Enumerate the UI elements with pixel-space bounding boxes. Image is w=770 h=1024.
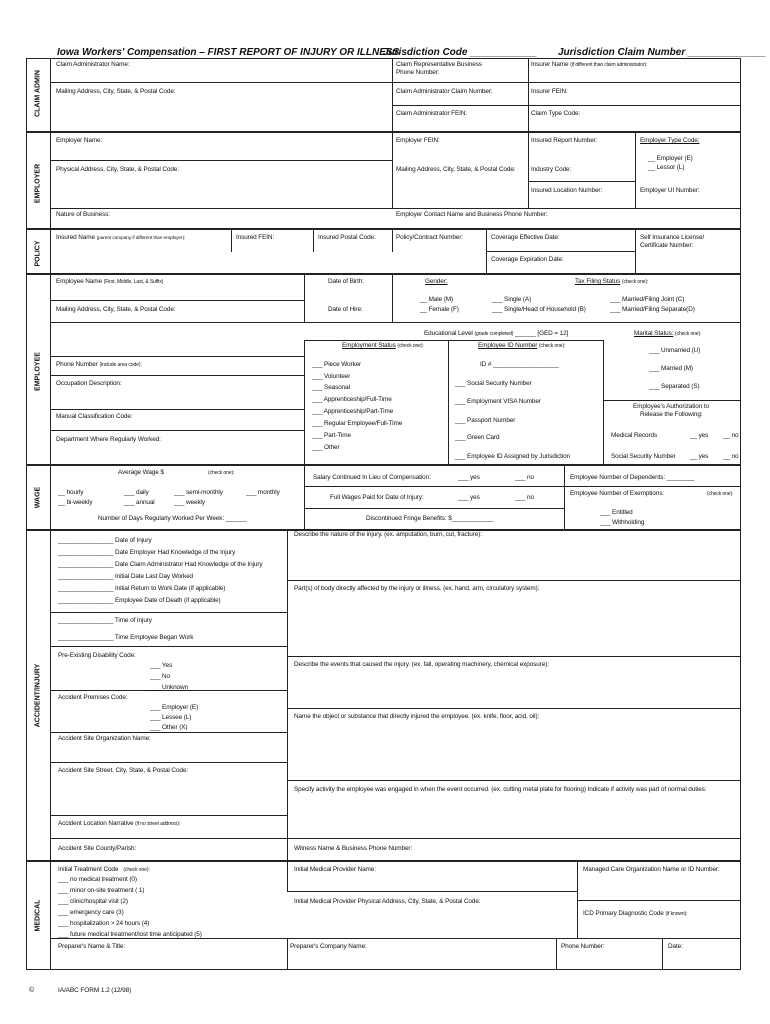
employee-name-label: Employee Name (First, Middle, Last, & Suffix)	[56, 278, 164, 285]
status-seasonal: ___ Seasonal	[312, 384, 350, 391]
status-appr-full: ___ Apprenticeship/Full-Time	[312, 396, 392, 403]
claim-type-label: Claim Type Code:	[531, 110, 581, 117]
pre-existing-label: Pre-Existing Disability Code:	[58, 652, 136, 659]
insured-name-label: Insured Name (parent company if different than employer):	[56, 234, 186, 241]
id-green-card: ___ Green Card	[455, 434, 500, 441]
id-visa: ___ Employment VISA Number	[455, 398, 541, 405]
wage-weekly: ___ weekly	[174, 499, 205, 506]
wage-bi-weekly: __ bi-weekly	[58, 499, 93, 506]
premises-label: Accident Premises Code:	[58, 694, 128, 701]
salary-yes: ___ yes	[458, 474, 480, 481]
exemptions-check: (check one):	[707, 491, 734, 497]
authorization-label-2: Release the Following:	[640, 411, 703, 418]
treatment-code-label: Initial Treatment Code (check one):	[58, 866, 150, 873]
footer-symbol: ©	[29, 987, 35, 994]
coverage-effective-label: Coverage Effective Date:	[491, 234, 560, 241]
object-label: Name the object or substance that directly injured the employee. (ex. knife, floor, acid, oil):	[294, 713, 540, 720]
section-wage: WAGE	[34, 486, 42, 509]
employer-type-l: __ Lessor (L)	[648, 164, 685, 171]
site-org-label: Accident Site Organization Name:	[58, 735, 151, 742]
nature-business-label: Nature of Business:	[56, 211, 110, 218]
jurisdiction-claim-number: Jurisdiction Claim Number ______________	[558, 47, 766, 58]
site-county-label: Accident Site County/Parish:	[58, 845, 137, 852]
insurer-name-label: Insurer Name (if different than claim administrator):	[531, 61, 648, 68]
date-admin-knowledge: ________________ Date Claim Administrator Had Knowledge of the Injury	[58, 561, 263, 568]
treatment-1: ___ minor on-site treatment ( 1)	[58, 887, 145, 894]
section-accident: ACCIDENT/INJURY	[34, 663, 42, 728]
date-of-death: ________________ Employee Date of Death (if applicable)	[58, 597, 221, 604]
preparer-company-label: Preparer's Company Name:	[290, 943, 367, 950]
department-label: Department Where Regularly Worked:	[56, 436, 161, 443]
phone-number-label: Phone Number (include area code):	[56, 361, 142, 368]
dependents-label: Employee Number of Dependents: ________	[570, 474, 695, 481]
release-ssn-no: __ no	[723, 453, 739, 460]
coverage-expiration-label: Coverage Expiration Date:	[491, 256, 564, 263]
id-passport: ___ Passport Number	[455, 417, 516, 424]
full-wages-label: Full Wages Paid for Date of Injury:	[330, 494, 424, 501]
claim-rep-label-2: Phone Number:	[396, 69, 440, 76]
status-piece: ___ Piece Worker	[312, 361, 362, 368]
employer-fein-label: Employer FEIN:	[396, 137, 440, 144]
claim-admin-name-label: Claim Administrator Name:	[56, 61, 130, 68]
jurisdiction-code: Jurisdiction Code ____________	[383, 47, 537, 58]
insurer-fein-label: Insurer FEIN:	[531, 88, 568, 95]
status-part-time: ___ Part-Time	[312, 432, 351, 439]
claim-admin-number-label: Claim Administrator Claim Number:	[396, 88, 493, 95]
section-employer: EMPLOYER	[34, 163, 42, 204]
insured-postal-label: Insured Postal Code:	[318, 234, 376, 241]
gender-male: __ Male (M)	[420, 296, 453, 303]
status-other: ___ Other	[312, 444, 340, 451]
status-volunteer: ___ Volunteer	[312, 373, 351, 380]
id-number-blank: ID # ___________________	[480, 361, 559, 368]
employment-status-label: Employment Status (check one):	[342, 342, 424, 349]
tax-married-separate: ___ Married/Filing Separate(D)	[610, 306, 695, 313]
gender-label: Gender:	[425, 278, 448, 285]
insured-report-label: Insured Report Number:	[531, 137, 598, 144]
fringe-label: Discontinued Fringe Benefits: $____________	[366, 515, 494, 522]
wage-daily: ___ daily	[124, 489, 149, 496]
premises-other: ___ Other (X)	[150, 724, 188, 731]
witness-label: Witness Name & Business Phone Number:	[294, 845, 413, 852]
section-employee: EMPLOYEE	[34, 352, 42, 391]
preparer-date-label: Date:	[668, 943, 683, 950]
employer-physical-label: Physical Address, City, State, & Postal Code:	[56, 166, 179, 173]
industry-code-label: Industry Code:	[531, 166, 572, 173]
pre-existing-unknown: ___ Unknown	[150, 684, 188, 691]
section-claim-admin: CLAIM ADMIN	[34, 70, 42, 117]
release-medical-no: __ no	[723, 432, 739, 439]
medical-provider-label: Initial Medical Provider Name:	[294, 866, 376, 873]
time-of-injury: ________________ Time of Injury	[58, 617, 152, 624]
treatment-2: ___ clinic/hospital visit (2)	[58, 898, 128, 905]
body-part-label: Part(s) of body directly affected by the injury or illness. (ex. hand, arm, circulatory system):	[294, 585, 540, 592]
date-employer-knowledge: ________________ Date Employer Had Knowledge of the Injury	[58, 549, 236, 556]
wage-semi-monthly: ___ semi-monthly	[174, 489, 223, 496]
provider-address-label: Initial Medical Provider Physical Address, City, State, & Postal Code:	[294, 898, 481, 905]
full-wages-yes: ___ yes	[458, 494, 480, 501]
self-insurance-label-2: Certificate Number:	[640, 242, 694, 249]
premises-employer: ___ Employer (E)	[150, 704, 199, 711]
claim-admin-fein-label: Claim Administrator FEIN:	[396, 110, 468, 117]
education-label: Educational Level (grade completed) ______ [GED = 12]	[424, 330, 569, 337]
premises-lessee: ___ Lessee (L)	[150, 714, 192, 721]
form-title: Iowa Workers' Compensation – FIRST REPORT OF INJURY OR ILLNESS	[57, 47, 400, 58]
preparer-name-label: Preparer's Name & Title:	[58, 943, 126, 950]
time-began-work: ________________ Time Employee Began Work	[58, 634, 194, 641]
wage-monthly: ___ monthly	[246, 489, 280, 496]
insured-location-label: Insured Location Number:	[531, 187, 603, 194]
preparer-phone-label: Phone Number:	[561, 943, 605, 950]
site-street-label: Accident Site Street, City, State, & Postal Code:	[58, 767, 188, 774]
activity-label: Specify activity the employee was engaged in when the event occurred. (ex. cutting metal plate for flooring) Indicate if activity was part of normal duties:	[294, 786, 707, 793]
release-ssn-label: Social Security Number	[611, 453, 676, 460]
claim-admin-mailing-label: Mailing Address, City, State, & Postal Code:	[56, 88, 176, 95]
location-narrative-label: Accident Location Narrative (if no street address):	[58, 820, 181, 827]
employer-name-label: Employer Name:	[56, 137, 103, 144]
tax-status-label: Tax Filing Status (check one):	[575, 278, 649, 285]
full-wages-no: ___ no	[515, 494, 534, 501]
exemptions-label: Employee Number of Exemptions:	[570, 490, 664, 497]
date-of-injury: ________________ Date of Injury	[58, 537, 152, 544]
exemption-withholding: ___ Withholding	[600, 519, 645, 526]
employer-contact-label: Employer Contact Name and Business Phone Number:	[396, 211, 548, 218]
treatment-3: ___ emergency care (3)	[58, 909, 124, 916]
treatment-0: ___ no medical treatment (0)	[58, 876, 137, 883]
policy-contract-label: Policy/Contract Number:	[396, 234, 463, 241]
self-insurance-label-1: Self Insurance License/	[640, 234, 705, 241]
hire-date-label: Date of Hire:	[328, 306, 363, 313]
marital-unmarried: ___ Unmarried (U)	[649, 347, 701, 354]
treatment-5: ___ future medical treatment/lost time anticipated (5)	[58, 931, 202, 938]
status-regular: ___ Regular Employee/Full-Time	[312, 420, 403, 427]
managed-care-label: Managed Care Organization Name or ID Number:	[583, 866, 720, 873]
release-medical-yes: __ yes	[690, 432, 709, 439]
release-medical-label: Medical Records	[611, 432, 658, 439]
return-to-work: ________________ Initial Return to Work Date (if applicable)	[58, 585, 226, 592]
employer-type-e: __ Employer (E)	[648, 155, 693, 162]
tax-head: ___ Single/Head of Household (B)	[492, 306, 586, 313]
release-ssn-yes: __ yes	[690, 453, 709, 460]
id-jurisdiction: ___ Employee ID Assigned by Jurisdiction	[455, 453, 571, 460]
events-label: Describe the events that caused the injury. (ex. fall, operating machinery, chemical exposure):	[294, 661, 549, 668]
pre-existing-no: ___ No	[150, 673, 171, 680]
wage-hourly: __ hourly	[58, 489, 84, 496]
id-ssn: ___ Social Security Number	[455, 380, 532, 387]
marital-separated: ___ Separated (S)	[649, 383, 700, 390]
employer-type-label: Employer Type Code:	[640, 137, 700, 144]
authorization-label-1: Employee's Authorization to	[633, 403, 709, 410]
marital-married: ___ Married (M)	[649, 365, 693, 372]
status-appr-part: ___ Apprenticeship/Part-Time	[312, 408, 394, 415]
occupation-label: Occupation Description:	[56, 380, 122, 387]
insured-fein-label: Insured FEIN:	[236, 234, 275, 241]
manual-class-label: Manual Classification Code:	[56, 413, 133, 420]
dob-label: Date of Birth:	[328, 278, 364, 285]
exemption-entitled: ___ Entitled	[600, 509, 633, 516]
icd-code-label: ICD Primary Diagnostic Code (if known):	[583, 910, 688, 917]
last-day-worked: ________________ Initial Date Last Day Worked	[58, 573, 194, 580]
wage-check-one: (check one):	[208, 470, 235, 476]
footer-form-id: IA/ABC FORM 1.2 (12/98)	[58, 987, 132, 994]
nature-of-injury-label: Describe the nature of the injury. (ex. amputation, burn, cut, fracture):	[294, 531, 482, 538]
marital-status-label: Marital Status: (check one):	[634, 330, 702, 337]
pre-existing-yes: ___ Yes	[150, 662, 173, 669]
salary-continued-label: Salary Continued In Lieu of Compensation:	[313, 474, 431, 481]
tax-married-joint: ___ Married/Filing Joint (C)	[610, 296, 685, 303]
employee-mailing-label: Mailing Address, City, State, & Postal Code:	[56, 306, 176, 313]
tax-single: ___ Single (A)	[492, 296, 532, 303]
treatment-4: ___ hospitalization > 24 hours (4)	[58, 920, 150, 927]
employer-mailing-label: Mailing Address, City, State, & Postal Code:	[396, 166, 516, 173]
section-medical: MEDICAL	[34, 899, 42, 932]
employer-ui-label: Employer UI Number:	[640, 187, 700, 194]
employee-id-label: Employee ID Number (check one):	[478, 342, 566, 349]
salary-no: ___ no	[515, 474, 534, 481]
claim-rep-label-1: Claim Representative Business	[396, 61, 482, 68]
days-worked-label: Number of Days Regularly Worked Per Week: ______	[98, 515, 247, 522]
form-border	[26, 58, 741, 970]
average-wage-label: Average Wage $	[118, 469, 164, 476]
section-policy: POLICY	[34, 240, 42, 267]
gender-female: __ Female (F)	[420, 306, 459, 313]
wage-annual: ___ annual	[124, 499, 155, 506]
